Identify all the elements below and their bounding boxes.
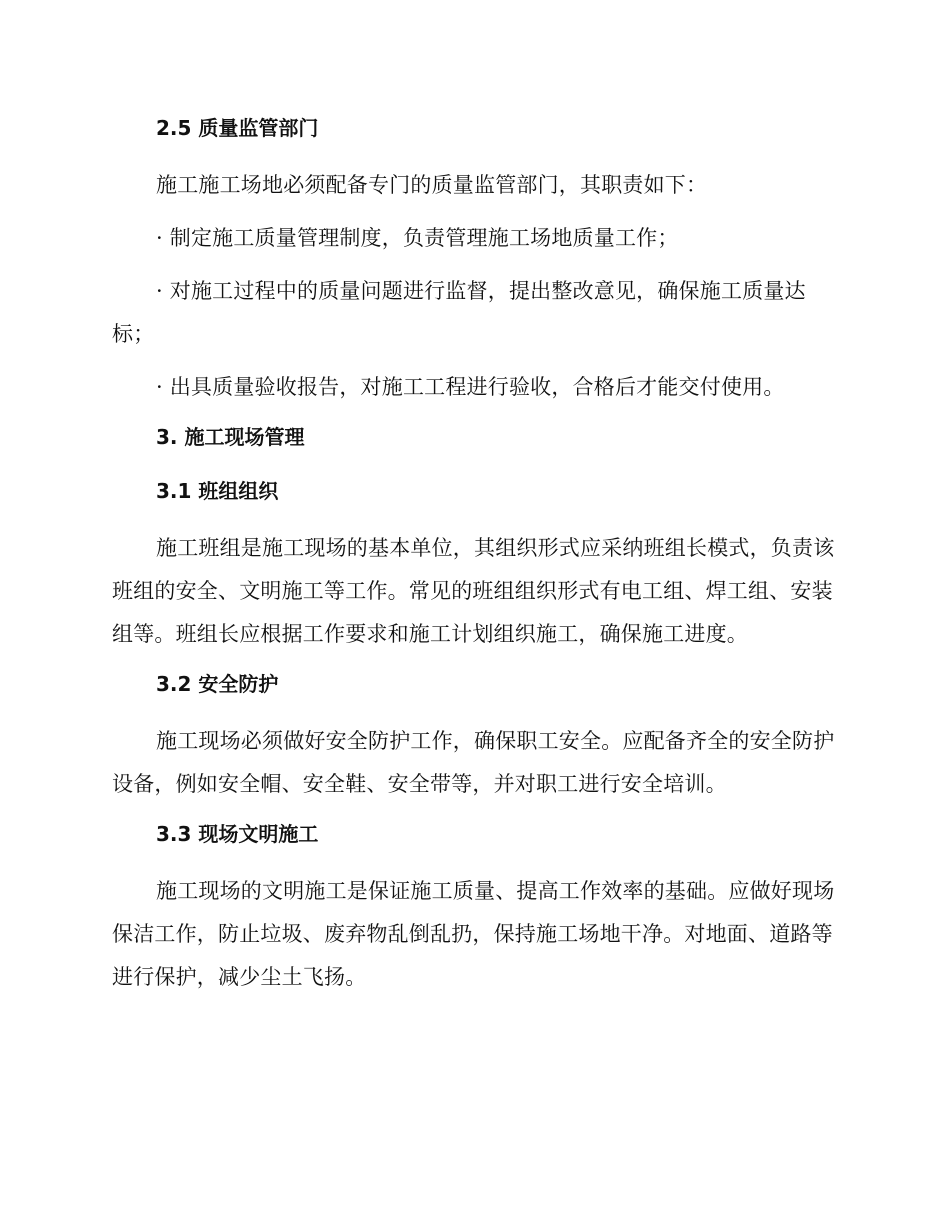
bullet-item: · 制定施工质量管理制度，负责管理施工场地质量工作； — [156, 226, 679, 250]
bullet-item: · 对施工过程中的质量问题进行监督，提出整改意见，确保施工质量达标； — [112, 279, 806, 346]
section-heading-3-2: 3.2 安全防护 — [156, 672, 279, 696]
section-heading-3-1: 3.1 班组组织 — [156, 479, 279, 503]
section-body-3-2: 施工现场必须做好安全防护工作，确保职工安全。应配备齐全的安全防护设备，例如安全帽、安全鞋、安全带等，并对职工进行安全培训。 — [112, 729, 835, 796]
section-heading-2-5: 2.5 质量监管部门 — [156, 116, 319, 140]
section-heading-3: 3. 施工现场管理 — [156, 425, 305, 449]
section-intro-2-5: 施工施工场地必须配备专门的质量监管部门，其职责如下： — [156, 173, 708, 197]
section-body-3-1: 施工班组是施工现场的基本单位，其组织形式应采纳班组长模式，负责该班组的安全、文明施工等工作。常见的班组组织形式有电工组、焊工组、安装组等。班组长应根据工作要求和施工计划组织施工，确保施工进度。 — [112, 536, 835, 646]
bullet-item: · 出具质量验收报告，对施工工程进行验收，合格后才能交付使用。 — [156, 375, 785, 399]
section-heading-3-3: 3.3 现场文明施工 — [156, 822, 319, 846]
section-body-3-3: 施工现场的文明施工是保证施工质量、提高工作效率的基础。应做好现场保洁工作，防止垃圾、废弃物乱倒乱扔，保持施工场地干净。对地面、道路等进行保护，减少尘土飞扬。 — [112, 879, 835, 989]
